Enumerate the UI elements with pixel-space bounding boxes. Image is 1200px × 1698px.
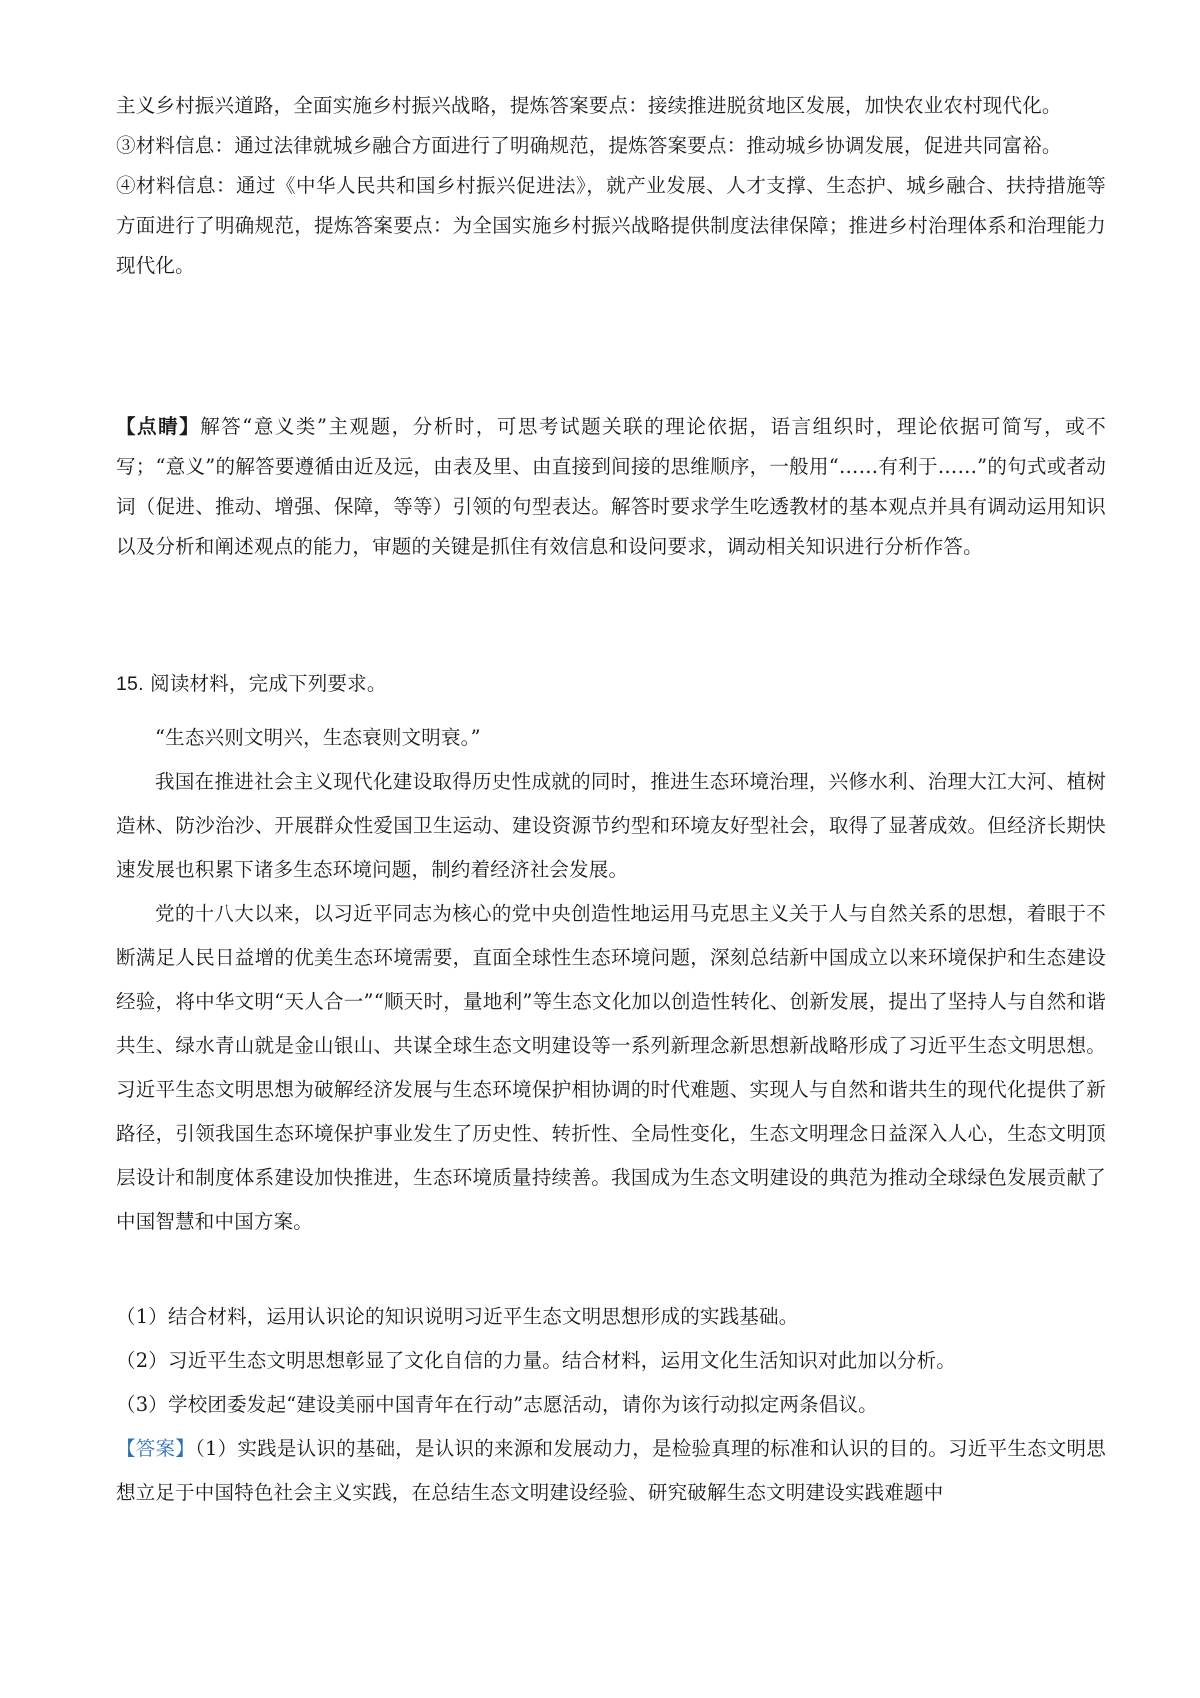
material-quote: “生态兴则文明兴，生态衰则文明衰。” xyxy=(155,726,481,749)
sub-question-3: （3）学校团委发起“建设美丽中国青年在行动”志愿活动，请你为该行动拟定两条倡议。 xyxy=(116,1393,878,1416)
analysis-item-3: ③材料信息：通过法律就城乡融合方面进行了明确规范，提炼答案要点：推动城乡协调发展，促进共同富裕。 xyxy=(116,134,1062,157)
question-number: 15. xyxy=(116,673,144,695)
material-paragraph-1: 我国在推进社会主义现代化建设取得历史性成就的同时，推进生态环境治理，兴修水利、治理大江大河、植树造林、防沙治沙、开展群众性爱国卫生运动、建设资源节约型和环境友好型社会，取得了显著成效。但经济长期快速发展也积累下诸多生态环境问题，制约着经济社会发展。 xyxy=(116,770,1106,881)
question-line xyxy=(116,664,1106,704)
tip-text: 解答“意义类”主观题，分析时，可思考试题关联的理论依据，语言组织时，理论依据可简写，或不写；“意义”的解答要遵循由近及远，由表及里、由直接到间接的思维顺序，一般用“……有利于……”的句式或者动词（促进、推动、增强、保障，等等）引领的句型表达。解答时要求学生吃透教材的基本观点并具有调动运用知识以及分析和阐述观点的能力，审题的关键是抓住有效信息和设问要求，调动相关知识进行分析作答。 xyxy=(116,415,1106,558)
sub-question-2: （2）习近平生态文明思想彰显了文化自信的力量。结合材料，运用文化生活知识对此加以分析。 xyxy=(116,1349,957,1372)
tip-section xyxy=(116,407,1106,567)
tip-label: 【点睛】 xyxy=(116,415,201,438)
answer-section xyxy=(116,1427,1106,1515)
answer-label: 【答案】 xyxy=(116,1437,195,1460)
question-prompt: 阅读材料，完成下列要求。 xyxy=(150,672,387,695)
material-section xyxy=(116,716,1106,1244)
tip-paragraph xyxy=(116,407,1106,567)
sub-question-1: （1）结合材料，运用认识论的知识说明习近平生态文明思想形成的实践基础。 xyxy=(116,1305,799,1328)
material-paragraph-2: 党的十八大以来，以习近平同志为核心的党中央创造性地运用马克思主义关于人与自然关系的思想，着眼于不断满足人民日益增的优美生态环境需要，直面全球性生态环境问题，深刻总结新中国成立以来环境保护和生态建设经验，将中华文明“天人合一”“顺天时，量地利”等生态文化加以创造性转化、创新发展，提出了坚持人与自然和谐共生、绿水青山就是金山银山、共谋全球生态文明建设等一系列新理念新思想新战略形成了习近平生态文明思想。习近平生态文明思想为破解经济发展与生态环境保护相协调的时代难题、实现人与自然和谐共生的现代化提供了新路径，引领我国生态环境保护事业发生了历史性、转折性、全局性变化，生态文明理念日益深入人心，生态文明顶层设计和制度体系建设加快推进，生态环境质量持续善。我国成为生态文明建设的典范为推动全球绿色发展贡献了中国智慧和中国方案。 xyxy=(116,902,1106,1233)
analysis-continuation: 主义乡村振兴道路，全面实施乡村振兴战略，提炼答案要点：接续推进脱贫地区发展，加快农业农村现代化。 xyxy=(116,94,1062,117)
sub-questions xyxy=(116,1295,1106,1427)
analysis-section xyxy=(116,86,1106,286)
answer-paragraph xyxy=(116,1427,1106,1515)
analysis-item-4: ④材料信息：通过《中华人民共和国乡村振兴促进法》，就产业发展、人才支撑、生态护、城乡融合、扶持措施等方面进行了明确规范，提炼答案要点：为全国实施乡村振兴战略提供制度法律保障；推进乡村治理体系和治理能力现代化。 xyxy=(116,174,1106,277)
question-header xyxy=(116,664,1106,704)
answer-text: （1）实践是认识的基础，是认识的来源和发展动力，是检验真理的标准和认识的目的。习近平生态文明思想立足于中国特色社会主义实践，在总结生态文明建设经验、研究破解生态文明建设实践难题中 xyxy=(116,1437,1106,1504)
